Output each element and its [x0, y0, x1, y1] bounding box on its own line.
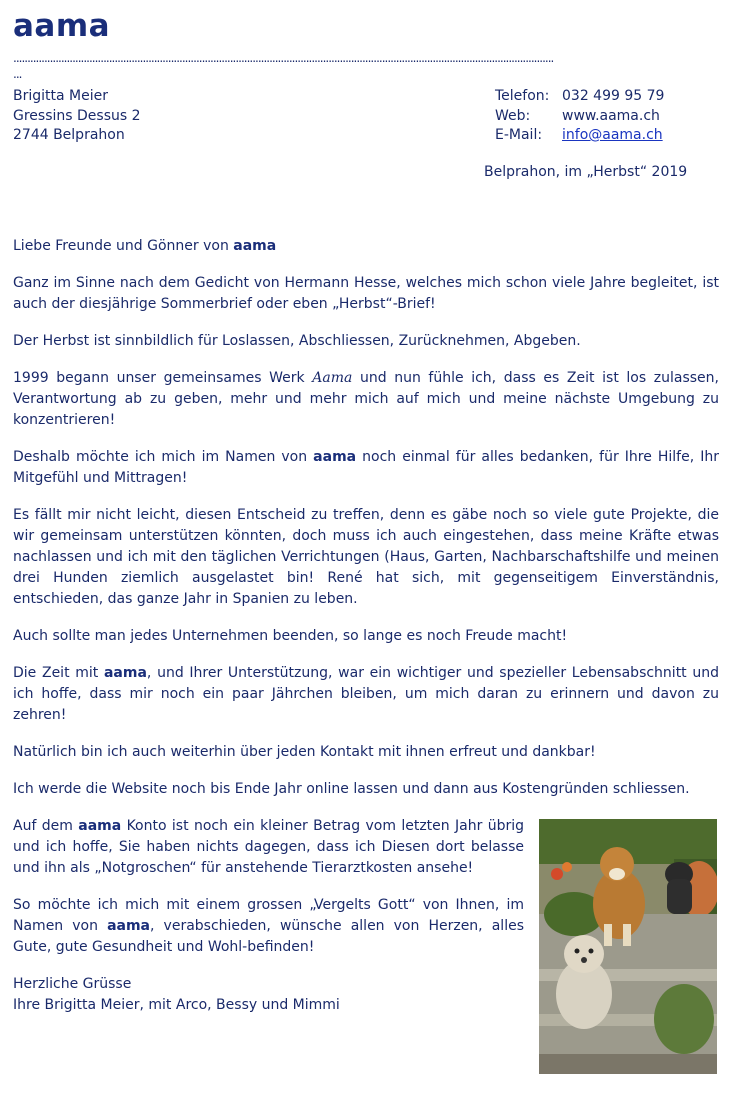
- paragraph-3: 1999 begann unser gemeinsames Werk Aama und nun fühle ich, dass es Zeit ist los zulassen, Verantwortung ab zu geben, mehr und mehr mich auf mich und meine nächste Umgebung zu konzentrieren!: [13, 370, 719, 428]
- closing-greeting: Herzliche Grüsse: [13, 976, 132, 992]
- paragraph-5: Es fällt mir nicht leicht, diesen Entscheid zu treffen, denn es gäbe noch so viele gute Projekte, die wir gemeinsam unterstützen könnten, doch muss ich auch eingestehen, dass meine Kräfte etwas nachlassen und ich mit den täglichen Verrichtungen (Haus, Garten, Nachbarschaftshilfe und meinen drei Hunden ziemlich ausgelastet bin! René hat sich, mit gegenseitigem Einverständnis, entschieden, das ganze Jahr in Spanien zu leben.: [13, 507, 719, 607]
- brand-name: aama: [103, 665, 147, 681]
- paragraph-10: Auf dem aama Konto ist noch ein kleiner Betrag vom letzten Jahr übrig und ich hoffe, Sie haben nichts dagegen, dass ich Diesen dort belasse und ihn als „Notgroschen“ für anstehende Tierarztkosten ansehe!: [13, 818, 525, 876]
- paragraph-8: Natürlich bin ich auch weiterhin über jeden Kontakt mit ihnen erfreut und dankbar!: [13, 744, 596, 760]
- brand-script: Aama: [312, 370, 353, 386]
- dogs-photo: [539, 819, 717, 1074]
- paragraph-1: Ganz im Sinne nach dem Gedicht von Hermann Hesse, welches mich schon viele Jahre begleitet, ist auch der diesjährige Sommerbrief oder eben „Herbst“-Brief!: [13, 275, 719, 312]
- brand-name: aama: [107, 918, 151, 934]
- paragraph-2: Der Herbst ist sinnbildlich für Loslassen, Abschliessen, Zurücknehmen, Abgeben.: [13, 333, 581, 349]
- email-link[interactable]: info@aama.ch: [562, 127, 663, 143]
- dotted-divider-end: ...: [13, 67, 22, 81]
- dotted-divider: ................................................................................................................................................................................................: [13, 52, 554, 64]
- dogs-photo-image: [539, 819, 717, 1074]
- contact-block: [495, 87, 664, 146]
- sender-city: 2744 Belprahon: [13, 127, 125, 143]
- paragraph-9: Ich werde die Website noch bis Ende Jahr online lassen und dann aus Kostengründen schliessen.: [13, 781, 690, 797]
- aama-logo: aama: [13, 8, 111, 44]
- phone-label: Telefon:: [495, 88, 550, 104]
- date-line: Belprahon, im „Herbst“ 2019: [484, 164, 688, 180]
- web-label: Web:: [495, 107, 531, 124]
- sender-address: [13, 87, 141, 146]
- paragraph-4: Deshalb möchte ich mich im Namen von aama noch einmal für alles bedanken, für Ihre Hilfe, Ihr Mitgefühl und Mittragen!: [13, 449, 719, 486]
- paragraph-11: So möchte ich mich mit einem grossen „Vergelts Gott“ von Ihnen, im Namen von aama, verabschieden, wünsche allen von Herzen, alles Gute, gute Gesundheit und Wohl-befinden!: [13, 897, 524, 955]
- brand-name: aama: [233, 238, 277, 254]
- closing-signature: Ihre Brigitta Meier, mit Arco, Bessy und Mimmi: [13, 997, 340, 1013]
- brand-name: aama: [313, 449, 357, 465]
- email-label: E-Mail:: [495, 127, 543, 143]
- sender-name: Brigitta Meier: [13, 88, 108, 104]
- salutation: Liebe Freunde und Gönner von aama: [13, 238, 277, 254]
- sender-street: Gressins Dessus 2: [13, 107, 141, 124]
- paragraph-7: Die Zeit mit aama, und Ihrer Unterstützung, war ein wichtiger und spezieller Lebensabschnitt und ich hoffe, dass mir noch ein paar Jährchen bleiben, um mich daran zu erinnern und davon zu zehren!: [13, 665, 720, 723]
- phone-number: 032 499 95 79: [562, 88, 665, 104]
- web-address: www.aama.ch: [562, 107, 660, 124]
- paragraph-6: Auch sollte man jedes Unternehmen beenden, so lange es noch Freude macht!: [13, 628, 568, 644]
- brand-name: aama: [78, 818, 122, 834]
